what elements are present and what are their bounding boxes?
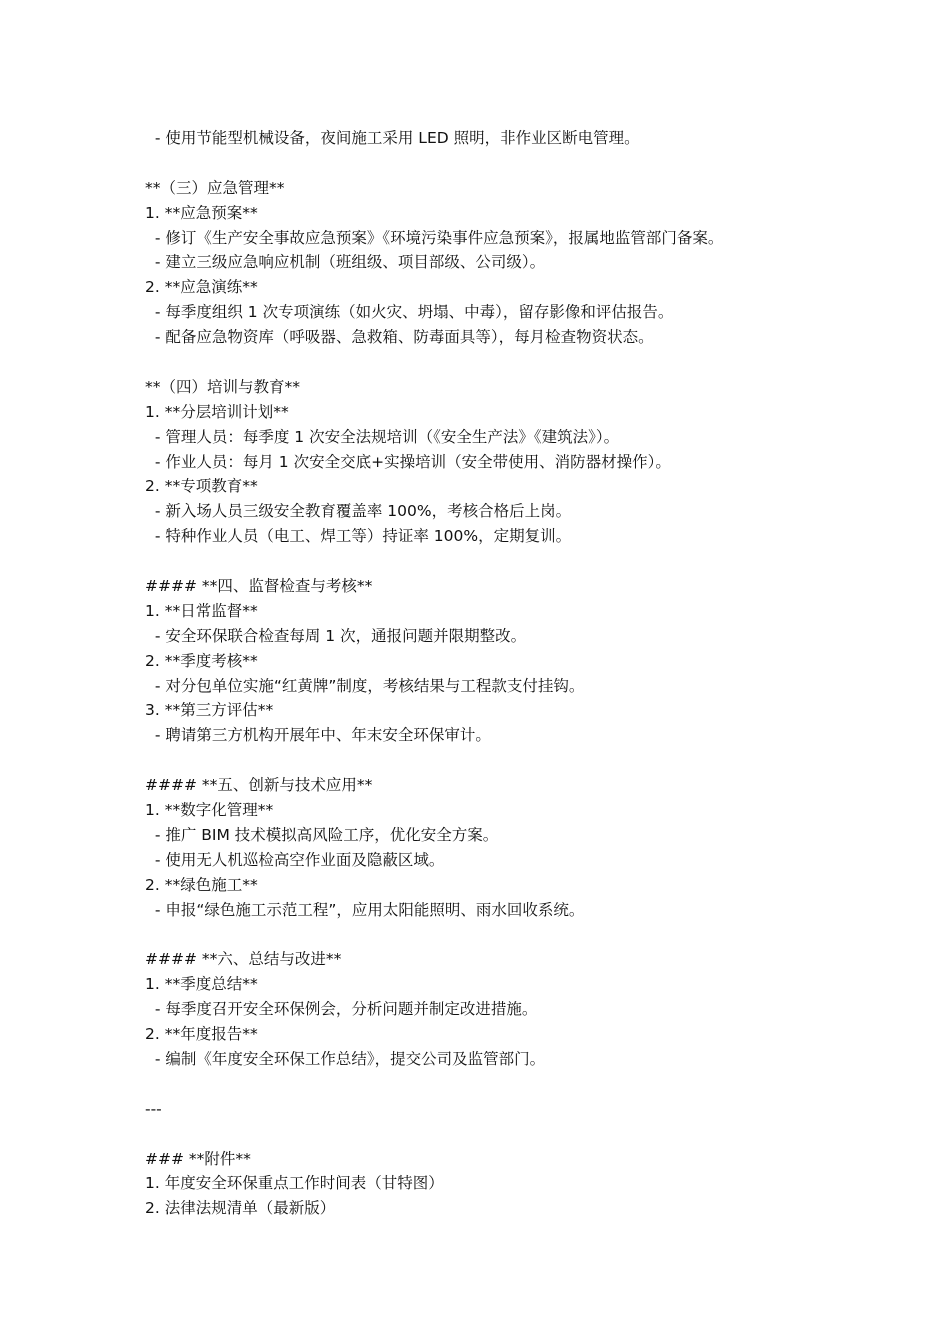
blank-line [145,1072,925,1097]
sub-item: - 修订《生产安全事故应急预案》《环境污染事件应急预案》，报属地监管部门备案。 [145,228,724,247]
sub-item: - 申报“绿色施工示范工程”，应用太阳能照明、雨水回收系统。 [145,900,585,919]
blank-line [145,1122,925,1147]
document-body [145,126,925,1221]
list-item: 2. **应急演练** [145,278,258,297]
blank-line [145,151,925,176]
list-item: 3. **第三方评估** [145,701,274,720]
blank-line [145,549,925,574]
sub-item: - 聘请第三方机构开展年中、年末安全环保审计。 [145,726,491,745]
list-item: 1. **日常监督** [145,601,258,620]
blank-line [145,748,925,773]
list-item: 2. **季度考核** [145,651,258,670]
sub-item: - 安全环保联合检查每周 1 次，通报问题并限期整改。 [145,626,527,645]
sub-item: - 使用无人机巡检高空作业面及隐蔽区域。 [145,850,445,869]
sub-item: - 编制《年度安全环保工作总结》，提交公司及监管部门。 [145,1049,546,1068]
section-heading: **（四）培训与教育** [145,377,301,396]
sub-item: - 每季度组织 1 次专项演练（如火灾、坍塌、中毒），留存影像和评估报告。 [145,303,674,322]
list-item: 1. **应急预案** [145,203,258,222]
sub-item: - 建立三级应急响应机制（班组级、项目部级、公司级）。 [145,253,546,272]
sub-item: - 新入场人员三级安全教育覆盖率 100%，考核合格后上岗。 [145,502,572,521]
text-line: - 使用节能型机械设备，夜间施工采用 LED 照明，非作业区断电管理。 [145,129,640,147]
sub-item: - 配备应急物资库（呼吸器、急救箱、防毒面具等），每月检查物资状态。 [145,328,654,347]
sub-item: - 管理人员：每季度 1 次安全法规培训（《安全生产法》《建筑法》）。 [145,427,620,446]
section-heading: #### **四、监督检查与考核** [145,577,373,596]
attachment-item: 1. 年度安全环保重点工作时间表（甘特图） [145,1174,444,1193]
section-heading: #### **六、总结与改进** [145,950,342,969]
sub-item: - 特种作业人员（电工、焊工等）持证率 100%，定期复训。 [145,527,572,546]
list-item: 1. **数字化管理** [145,801,274,820]
horizontal-rule-text: --- [145,1099,162,1118]
list-item: 1. **季度总结** [145,975,258,994]
list-item: 2. **专项教育** [145,477,258,496]
attachment-item: 2. 法律法规清单（最新版） [145,1199,336,1218]
sub-item: - 对分包单位实施“红黄牌”制度，考核结果与工程款支付挂钩。 [145,676,585,695]
section-heading: #### **五、创新与技术应用** [145,776,373,795]
sub-item: - 每季度召开安全环保例会，分析问题并制定改进措施。 [145,1000,538,1019]
section-heading: **（三）应急管理** [145,178,285,197]
blank-line [145,923,925,948]
list-item: 2. **年度报告** [145,1025,258,1044]
attachment-heading: ### **附件** [145,1149,251,1168]
sub-item: - 作业人员：每月 1 次安全交底+实操培训（安全带使用、消防器材操作）。 [145,452,671,471]
sub-item: - 推广 BIM 技术模拟高风险工序，优化安全方案。 [145,825,499,844]
blank-line [145,350,925,375]
list-item: 1. **分层培训计划** [145,402,289,421]
list-item: 2. **绿色施工** [145,875,258,894]
